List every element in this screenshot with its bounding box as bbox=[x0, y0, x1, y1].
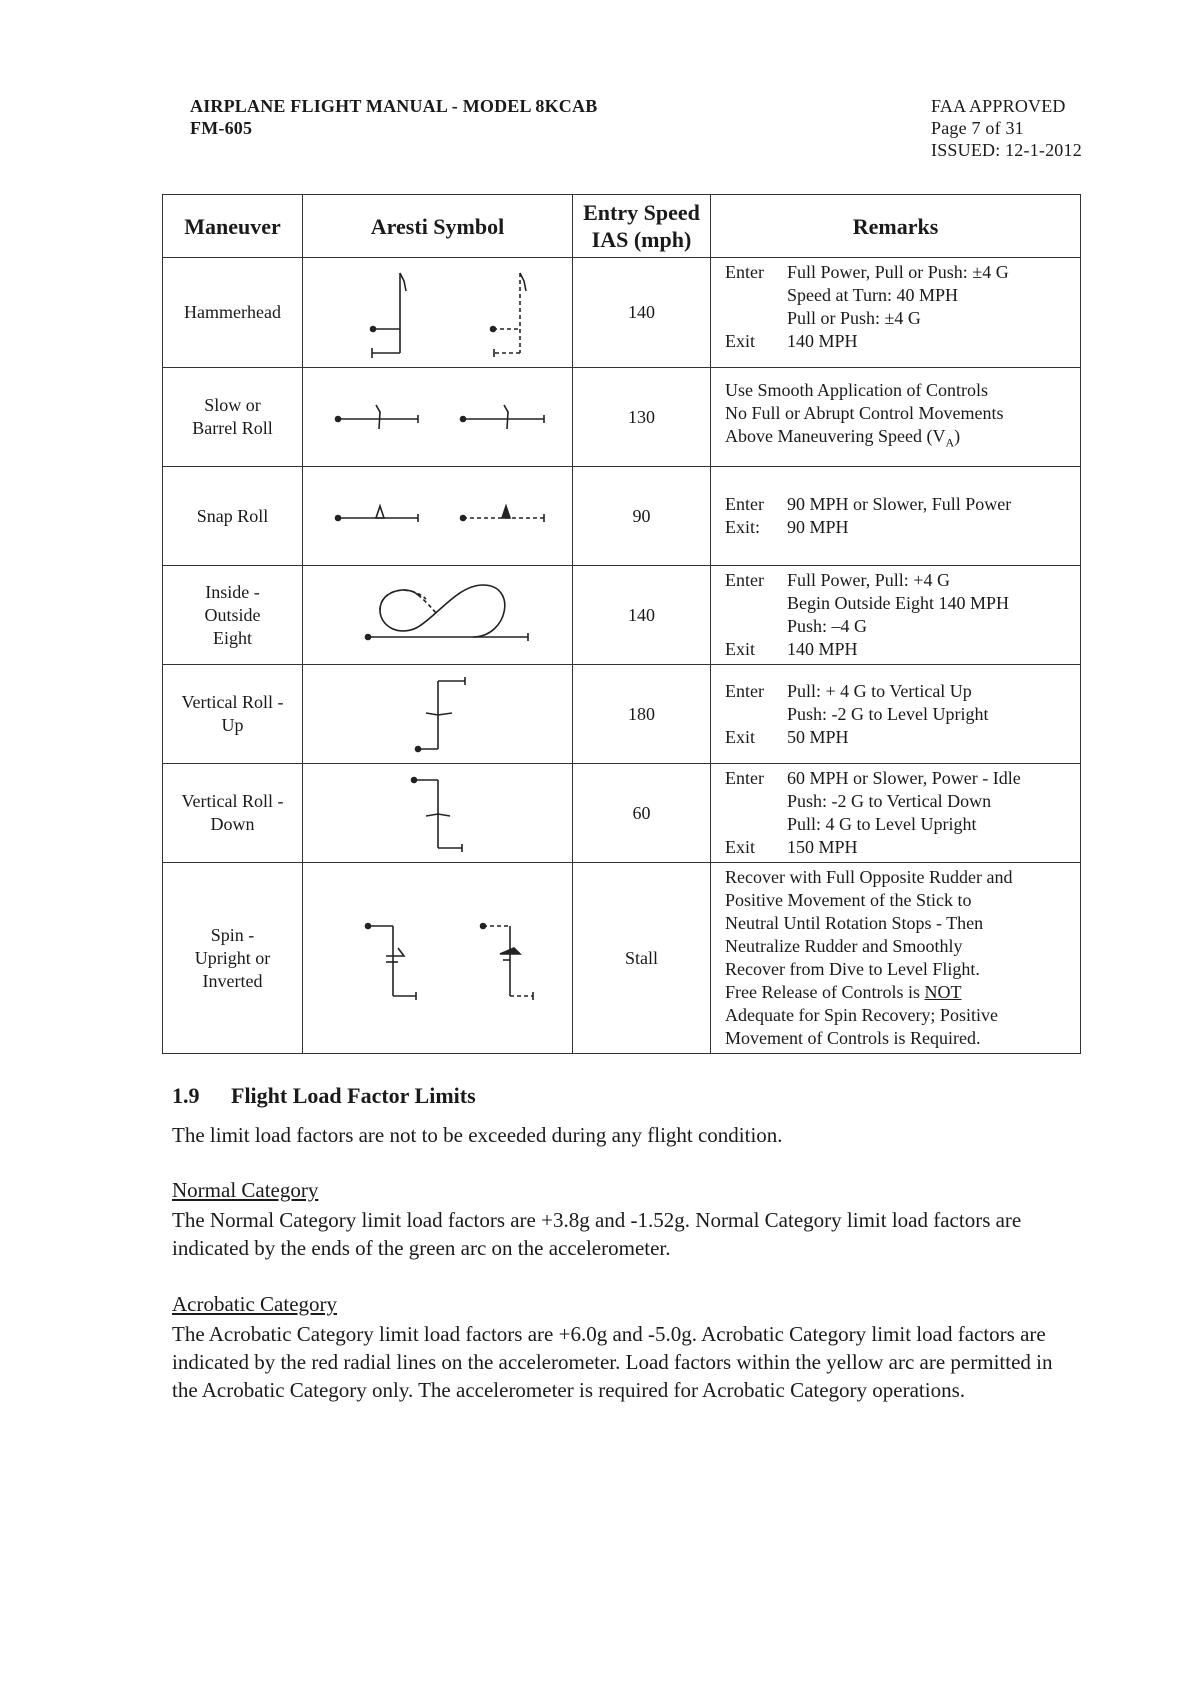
hammerhead-symbol-icon bbox=[318, 263, 558, 363]
remark-value: Speed at Turn: 40 MPH bbox=[787, 285, 959, 305]
maneuver-name-line: Outside bbox=[204, 604, 261, 625]
header-entry-speed bbox=[573, 195, 711, 258]
maneuver-name-line: Inverted bbox=[202, 970, 263, 991]
section-heading bbox=[172, 1083, 1072, 1109]
maneuver-name-line: Up bbox=[221, 715, 244, 735]
table-row bbox=[163, 467, 1081, 566]
remark-line: Recover with Full Opposite Rudder and bbox=[725, 867, 1013, 887]
remark-line bbox=[725, 981, 1072, 1004]
remark-line: Recover from Dive to Level Flight. bbox=[725, 959, 980, 979]
aresti-symbol bbox=[303, 467, 573, 566]
approval-block bbox=[931, 95, 1082, 161]
remark-line: Adequate for Spin Recovery; Positive bbox=[725, 1005, 998, 1025]
maneuver-name-line: Vertical Roll - bbox=[181, 692, 284, 712]
aresti-symbol bbox=[303, 764, 573, 863]
maneuver-name-line: Snap Roll bbox=[196, 505, 269, 526]
aresti-symbol bbox=[303, 368, 573, 467]
remark-line: No Full or Abrupt Control Movements bbox=[725, 403, 1004, 424]
entry-speed: 60 bbox=[573, 764, 711, 863]
table-row bbox=[163, 566, 1081, 665]
remark-text: ) bbox=[954, 426, 961, 447]
spin-symbol-icon bbox=[318, 908, 558, 1008]
maneuver-name bbox=[163, 764, 303, 863]
normal-category-text: The Normal Category limit load factors are +3.8g and -1.52g. Normal Category limit load factors are indicated by the ends of the green arc on the accelerometer. bbox=[172, 1208, 1022, 1260]
remarks bbox=[711, 467, 1081, 566]
normal-category-heading: Normal Category bbox=[172, 1178, 319, 1202]
header-entry-speed-line2: IAS (mph) bbox=[591, 227, 692, 252]
remark-key bbox=[725, 790, 787, 813]
acrobatic-category-text: The Acrobatic Category limit load factors are +6.0g and -5.0g. Acrobatic Category limit load factors are indicated by the red radial lines on the accelerometer. Load factors within the yellow arc are permitted in the Acrobatic Category only. The accelerometer is required for Acrobatic Category operations. bbox=[172, 1322, 1053, 1402]
approval-label: FAA APPROVED bbox=[931, 96, 1066, 116]
maneuver-name bbox=[163, 863, 303, 1054]
table-row bbox=[163, 258, 1081, 368]
remark-value: Full Power, Pull: +4 G bbox=[787, 570, 950, 590]
remark-value: Pull: + 4 G to Vertical Up bbox=[787, 680, 972, 701]
snap-roll-symbol-icon bbox=[318, 496, 558, 536]
remark-key bbox=[725, 307, 787, 330]
maneuver-name-line: Spin - bbox=[210, 924, 255, 945]
remark-key: Enter bbox=[725, 262, 764, 282]
aresti-symbol bbox=[303, 863, 573, 1054]
remark-key: Enter bbox=[725, 680, 764, 701]
maneuver-name-line: Slow or bbox=[204, 395, 261, 415]
remark-key: Exit bbox=[725, 837, 755, 857]
vertical-roll-down-symbol-icon bbox=[318, 768, 558, 858]
section-number: 1.9 bbox=[172, 1083, 200, 1108]
remark-line: Positive Movement of the Stick to bbox=[725, 890, 972, 910]
maneuver-name-line: Eight bbox=[213, 627, 252, 648]
maneuver-name-line: Vertical Roll - bbox=[181, 791, 284, 811]
remark-value: Pull or Push: ±4 G bbox=[787, 308, 921, 328]
remark-line: Neutral Until Rotation Stops - Then bbox=[725, 913, 984, 933]
header-remarks: Remarks bbox=[711, 195, 1081, 258]
document-id: FM-605 bbox=[190, 118, 253, 138]
remark-key: Exit bbox=[725, 331, 755, 351]
remark-value: Push: -2 G to Vertical Down bbox=[787, 791, 992, 811]
remark-subscript: A bbox=[945, 435, 955, 450]
header-entry-speed-line1: Entry Speed bbox=[583, 200, 700, 225]
remark-key: Enter bbox=[725, 768, 764, 788]
maneuver-name bbox=[163, 566, 303, 665]
maneuver-table bbox=[162, 194, 1081, 1054]
remarks bbox=[711, 566, 1081, 665]
remarks bbox=[711, 258, 1081, 368]
remark-line bbox=[725, 425, 1072, 455]
remark-key: Exit: bbox=[725, 517, 760, 537]
entry-speed: 140 bbox=[573, 258, 711, 368]
maneuver-name bbox=[163, 665, 303, 764]
page-number: Page 7 of 31 bbox=[931, 118, 1024, 138]
remark-value: 50 MPH bbox=[787, 726, 849, 747]
remark-key bbox=[725, 592, 787, 615]
remark-value: 140 MPH bbox=[787, 331, 858, 351]
table-row bbox=[163, 764, 1081, 863]
table-row bbox=[163, 665, 1081, 764]
maneuver-name-line: Down bbox=[210, 814, 255, 834]
remark-key: Exit bbox=[725, 639, 755, 659]
remarks bbox=[711, 368, 1081, 467]
maneuver-name-line: Hammerhead bbox=[184, 302, 281, 322]
section-title: Flight Load Factor Limits bbox=[231, 1083, 476, 1108]
table-row bbox=[163, 368, 1081, 467]
remark-value: 90 MPH bbox=[787, 517, 849, 537]
entry-speed: 90 bbox=[573, 467, 711, 566]
remark-value: Full Power, Pull or Push: ±4 G bbox=[787, 262, 1009, 282]
aresti-symbol bbox=[303, 665, 573, 764]
aresti-symbol bbox=[303, 566, 573, 665]
maneuver-name-line: Upright or bbox=[194, 947, 271, 968]
remark-line: Use Smooth Application of Controls bbox=[725, 380, 988, 401]
remarks bbox=[711, 665, 1081, 764]
section-intro: The limit load factors are not to be exceeded during any flight condition. bbox=[172, 1123, 783, 1147]
header-maneuver: Maneuver bbox=[163, 195, 303, 258]
remark-value: Pull: 4 G to Level Upright bbox=[787, 814, 977, 834]
maneuver-name bbox=[163, 258, 303, 368]
remark-value: Push: -2 G to Level Upright bbox=[787, 703, 989, 724]
entry-speed: 180 bbox=[573, 665, 711, 764]
remark-key bbox=[725, 615, 787, 638]
remark-key bbox=[725, 284, 787, 307]
maneuver-name-line: Inside - bbox=[205, 581, 260, 602]
maneuver-name-line: Barrel Roll bbox=[192, 418, 273, 438]
remark-text: Free Release of Controls is bbox=[725, 982, 925, 1002]
remark-key bbox=[725, 703, 787, 726]
entry-speed: Stall bbox=[573, 863, 711, 1054]
remark-value: 60 MPH or Slower, Power - Idle bbox=[787, 768, 1021, 788]
remark-value: Begin Outside Eight 140 MPH bbox=[787, 593, 1010, 613]
remark-value: 150 MPH bbox=[787, 837, 858, 857]
entry-speed: 140 bbox=[573, 566, 711, 665]
eight-symbol-icon bbox=[318, 575, 558, 655]
slow-roll-symbol-icon bbox=[318, 397, 558, 437]
entry-speed: 130 bbox=[573, 368, 711, 467]
remark-key bbox=[725, 813, 787, 836]
manual-title: AIRPLANE FLIGHT MANUAL - MODEL 8KCAB bbox=[190, 96, 598, 116]
remark-value: 140 MPH bbox=[787, 639, 858, 659]
remark-key: Exit bbox=[725, 726, 755, 747]
remark-key: Enter bbox=[725, 494, 764, 514]
table-row bbox=[163, 863, 1081, 1054]
maneuver-name bbox=[163, 467, 303, 566]
document-header bbox=[190, 95, 597, 139]
remark-value: 90 MPH or Slower, Full Power bbox=[787, 494, 1012, 514]
acrobatic-category-heading: Acrobatic Category bbox=[172, 1292, 338, 1316]
header-aresti-symbol: Aresti Symbol bbox=[303, 195, 573, 258]
remarks bbox=[711, 764, 1081, 863]
remark-text: Above Maneuvering Speed (V bbox=[725, 426, 946, 447]
aresti-symbol bbox=[303, 258, 573, 368]
remark-emphasis: NOT bbox=[924, 982, 962, 1002]
maneuver-name bbox=[163, 368, 303, 467]
remark-key: Enter bbox=[725, 570, 764, 590]
remark-line: Neutralize Rudder and Smoothly bbox=[725, 936, 963, 956]
remark-line: Movement of Controls is Required. bbox=[725, 1028, 981, 1048]
remark-value: Push: –4 G bbox=[787, 616, 868, 636]
remarks bbox=[711, 863, 1081, 1054]
issue-date: ISSUED: 12-1-2012 bbox=[931, 140, 1082, 160]
vertical-roll-up-symbol-icon bbox=[318, 669, 558, 759]
table-header-row bbox=[163, 195, 1081, 258]
